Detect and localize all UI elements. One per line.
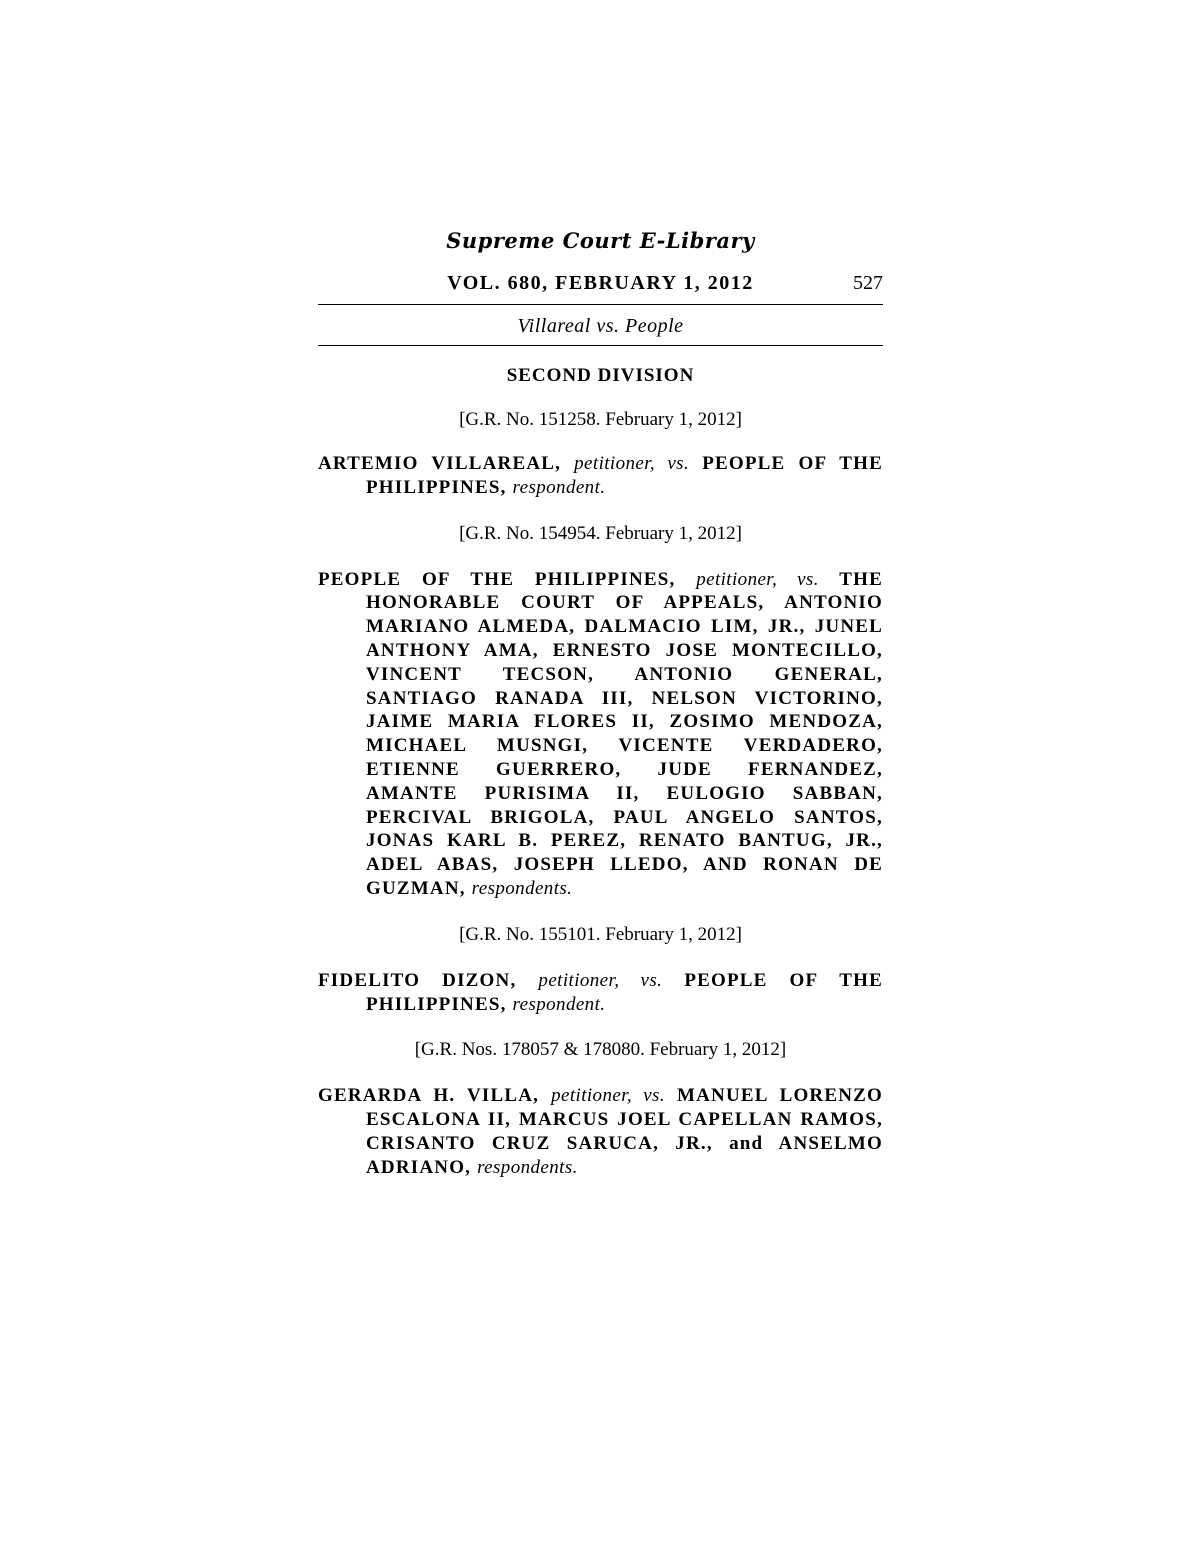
running-header (318, 272, 883, 305)
respondent-names: THE HONORABLE COURT OF APPEALS, ANTONIO MARIANO ALMEDA, DALMACIO LIM, JR., JUNEL ANTHONY AMA, ERNESTO JOSE MONTECILLO, VINCENT TECSON, ANTONIO GENERAL, SANTIAGO RANADA III, NELSON VICTORINO, JAIME MARIA FLORES II, ZOSIMO MENDOZA, MICHAEL MUSNGI, VICENTE VERDADERO, ETIENNE GUERRERO, JUDE FERNANDEZ, AMANTE PURISIMA II, EULOGIO SABBAN, PERCIVAL BRIGOLA, PAUL ANGELO SANTOS, JONAS KARL B. PEREZ, RENATO BANTUG, JR., ADEL ABAS, JOSEPH LLEDO, AND RONAN DE GUZMAN, (366, 568, 883, 899)
case-parties (318, 969, 883, 1017)
page-number: 527 (853, 272, 883, 294)
petitioner-names: ARTEMIO VILLAREAL, (318, 453, 562, 474)
respondent-names: PEOPLE OF THE PHILIPPINES, (366, 969, 883, 1015)
case-parties (318, 452, 883, 500)
case-parties (318, 1084, 883, 1179)
petitioner-role: petitioner, vs. (696, 568, 819, 590)
respondent-names: MANUEL LORENZO ESCALONA II, MARCUS JOEL CAPELLAN RAMOS, CRISANTO CRUZ SARUCA, JR., and ANSELMO ADRIANO, (366, 1085, 884, 1178)
respondent-role: respondents. (477, 1156, 578, 1178)
case-parties (318, 568, 883, 901)
petitioner-names: GERARDA H. VILLA, (318, 1085, 540, 1107)
volume-line: VOL. 680, FEBRUARY 1, 2012 (447, 272, 754, 294)
gr-number: [G.R. No. 155101. February 1, 2012] (459, 923, 742, 945)
petitioner-role: petitioner, vs. (574, 453, 690, 474)
gr-number: [G.R. No. 151258. February 1, 2012] (459, 409, 742, 430)
gr-number: [G.R. No. 154954. February 1, 2012] (459, 522, 742, 544)
division-heading: SECOND DIVISION (506, 365, 695, 386)
case-caption: Villareal vs. People (318, 305, 883, 346)
petitioner-names: FIDELITO DIZON, (318, 969, 517, 991)
petitioner-role: petitioner, vs. (538, 969, 663, 991)
library-title: Supreme Court E-Library (446, 228, 755, 253)
document-page (318, 226, 883, 1180)
respondent-role: respondent. (512, 993, 606, 1015)
petitioner-role: petitioner, vs. (551, 1085, 665, 1107)
respondent-role: respondent. (512, 476, 606, 498)
respondent-names: PEOPLE OF THE PHILIPPINES, (366, 453, 884, 498)
petitioner-names: PEOPLE OF THE PHILIPPINES, (318, 568, 676, 590)
gr-number: [G.R. Nos. 178057 & 178080. February 1, 2012] (414, 1039, 787, 1061)
respondent-role: respondents. (471, 877, 573, 899)
